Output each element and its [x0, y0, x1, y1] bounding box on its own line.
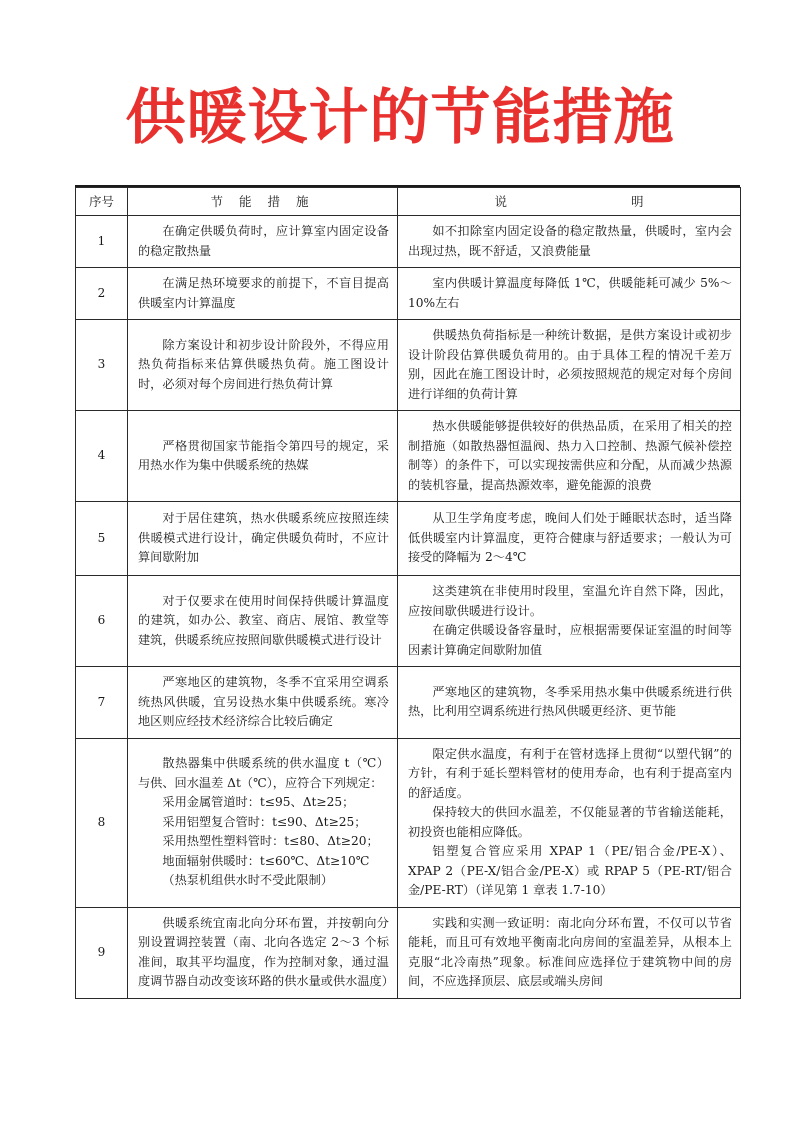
header-explain: 说 明: [398, 188, 741, 216]
header-no: 序号: [76, 188, 128, 216]
header-measure: 节 能 措 施: [128, 188, 398, 216]
row-number: 1: [76, 216, 128, 268]
explain-cell: [398, 320, 741, 411]
measure-text: 对于居住建筑，热水供暖系统应按照连续供暖模式进行设计，确定供暖负荷时，不应计算间歇附加: [138, 511, 389, 565]
row-number: 9: [76, 907, 128, 998]
row-number: 5: [76, 502, 128, 576]
table-row: [76, 667, 741, 739]
table-row: [76, 268, 741, 320]
explain-text: 在确定供暖设备容量时，应根据需要保证室温的时间等因素计算确定间歇附加值: [408, 623, 732, 657]
measure-text: 地面辐射供暖时：t≤60℃、Δt≥10℃: [162, 853, 370, 868]
explain-text: 热水供暖能够提供较好的供热品质，在采用了相关的控制措施（如散热器恒温阀、热力入口控制、热源气候补偿控制等）的条件下，可以实现按需供应和分配，从而减少热源的装机容量，提高热源效率，避免能源的浪费: [408, 419, 732, 492]
table-row: [76, 738, 741, 907]
table-row: [76, 907, 741, 998]
measure-cell: [128, 576, 398, 667]
measure-text: 散热器集中供暖系统的供水温度 t（℃）与供、回水温差 Δt（℃），应符合下列规定：: [138, 756, 389, 790]
measure-text: 供暖系统宜南北向分环布置，并按朝向分别设置调控装置（南、北向各选定 2～3 个标准间，取其平均温度，作为控制对象，通过温度调节器自动改变该环路的供水量或供水温度）: [138, 915, 394, 988]
measure-cell: [128, 411, 398, 502]
explain-text: 实践和实测一致证明：南北向分环布置，不仅可以节省能耗，而且可有效地平衡南北向房间的室温差异，从根本上克服“北冷南热”现象。标准间应选择位于建筑物中间的房间，不应选择顶层、底层或端头房间: [408, 915, 732, 988]
measure-cell: [128, 216, 398, 268]
row-number: 6: [76, 576, 128, 667]
table-row: [76, 411, 741, 502]
explain-cell: [398, 576, 741, 667]
measure-text: 除方案设计和初步设计阶段外，不得应用热负荷指标来估算供暖热负荷。施工图设计时，必须对每个房间进行热负荷计算: [138, 337, 389, 391]
measure-cell: [128, 738, 398, 907]
explain-cell: [398, 502, 741, 576]
explain-cell: [398, 268, 741, 320]
explain-text: 室内供暖计算温度每降低 1℃，供暖能耗可减少 5%～10%左右: [408, 276, 732, 310]
table-row: [76, 216, 741, 268]
measure-cell: [128, 502, 398, 576]
explain-cell: [398, 738, 741, 907]
measure-text: 在满足热环境要求的前提下，不盲目提高供暖室内计算温度: [138, 276, 389, 310]
measure-text: 在确定供暖负荷时，应计算室内固定设备的稳定散热量: [138, 224, 389, 258]
measure-cell: [128, 320, 398, 411]
row-number: 4: [76, 411, 128, 502]
explain-text: 严寒地区的建筑物，冬季采用热水集中供暖系统进行供热，比利用空调系统进行热风供暖更经济、更节能: [408, 684, 732, 719]
measure-cell: [128, 907, 398, 998]
explain-cell: [398, 411, 741, 502]
explain-text: 从卫生学角度考虑，晚间人们处于睡眠状态时，适当降低供暖室内计算温度，更符合健康与舒适要求；一般认为可接受的降幅为 2～4℃: [408, 511, 732, 565]
explain-text: 供暖热负荷指标是一种统计数据，是供方案设计或初步设计阶段估算供暖负荷用的。由于具体工程的情况千差万别，因此在施工图设计时，必须按照规范的规定对每个房间进行详细的负荷计算: [408, 328, 732, 401]
table-row: [76, 502, 741, 576]
table-header-row: [76, 188, 741, 216]
explain-cell: [398, 216, 741, 268]
explain-text: 限定供水温度，有利于在管材选择上贯彻“以塑代钢”的方针，有利于延长塑料管材的使用寿命，也有利于提高室内的舒适度。: [408, 746, 732, 800]
measure-text: 严寒地区的建筑物，冬季不宜采用空调系统热风供暖，宜另设热水集中供暖系统。寒冷地区则应经技术经济综合比较后确定: [138, 675, 389, 728]
row-number: 8: [76, 738, 128, 907]
measure-text: （热泵机组供水时不受此限制）: [162, 873, 334, 888]
explain-cell: [398, 907, 741, 998]
row-number: 2: [76, 268, 128, 320]
table-row: [76, 320, 741, 411]
measure-text: 采用铝塑复合管时：t≤90、Δt≥25；: [162, 814, 367, 829]
energy-saving-table: [75, 187, 741, 999]
measure-text: 采用金属管道时：t≤95、Δt≥25；: [162, 795, 355, 810]
explain-text: 保持较大的供回水温差，不仅能显著的节省输送能耗，初投资也能相应降低。: [408, 805, 732, 839]
row-number: 3: [76, 320, 128, 411]
explain-text: 铝塑复合管应采用 XPAP 1（PE/铝合金/PE-X）、XPAP 2（PE-X/铝合金/PE-X）或 RPAP 5（PE-RT/铝合金/PE-RT）（详见第 1 章表 1.7-10）: [408, 844, 732, 897]
measure-text: 采用热塑性塑料管时：t≤80、Δt≥20；: [162, 834, 379, 849]
explain-text: 如不扣除室内固定设备的稳定散热量，供暖时，室内会出现过热，既不舒适，又浪费能量: [408, 224, 732, 258]
measure-cell: [128, 268, 398, 320]
row-number: 7: [76, 667, 128, 739]
page-title: 供暖设计的节能措施: [125, 83, 675, 153]
measure-cell: [128, 667, 398, 739]
measure-text: 对于仅要求在使用时间保持供暖计算温度的建筑，如办公、教室、商店、展馆、教堂等建筑，供暖系统应按照间歇供暖模式进行设计: [138, 593, 389, 647]
explain-cell: [398, 667, 741, 739]
table-row: [76, 576, 741, 667]
explain-text: 这类建筑在非使用时段里，室温允许自然下降，因此，应按间歇供暖进行设计。: [408, 584, 732, 618]
measure-text: 严格贯彻国家节能指令第四号的规定，采用热水作为集中供暖系统的热媒: [138, 438, 389, 472]
table-body: [76, 216, 741, 999]
